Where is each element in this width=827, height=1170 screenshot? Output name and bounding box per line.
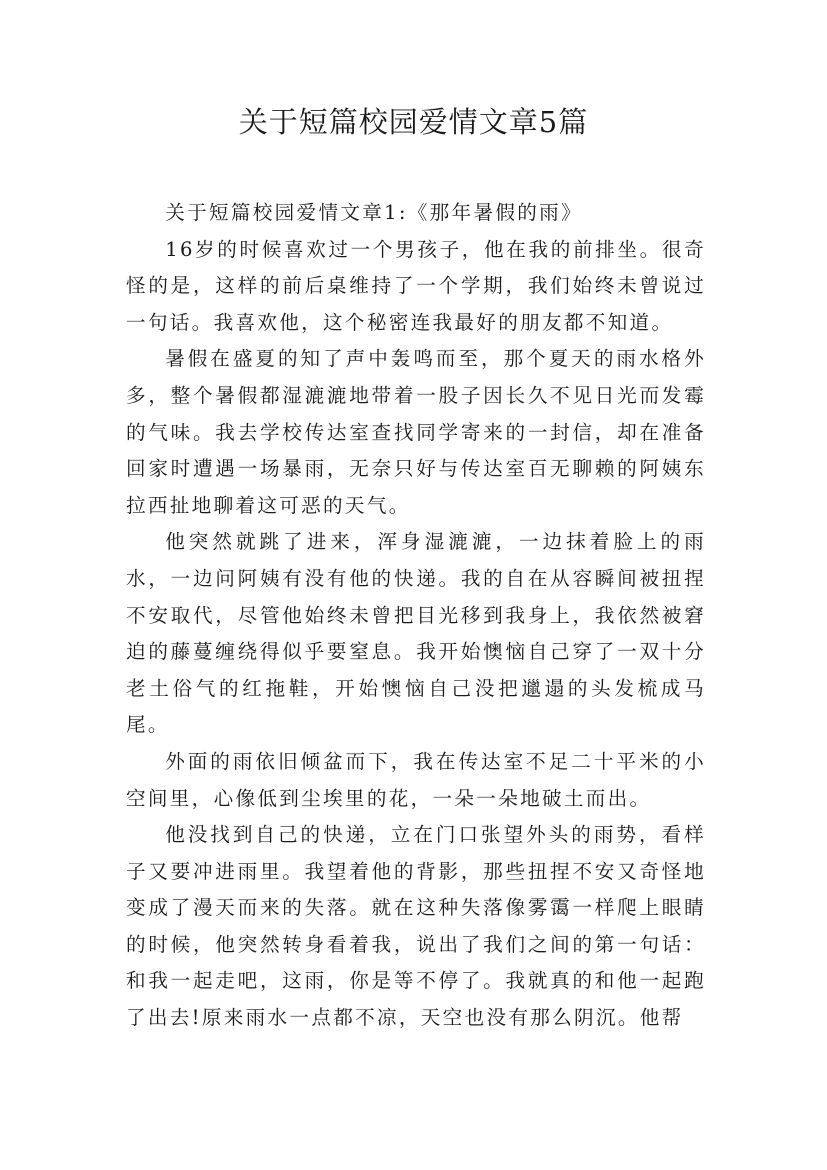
document-title: 关于短篇校园爱情文章5篇 <box>238 105 589 139</box>
document-body <box>126 195 706 1037</box>
body-paragraph: 他突然就跳了进来，浑身湿漉漉，一边抹着脸上的雨水，一边问阿姨有没有他的快递。我的自在从容瞬间被扭捏不安取代，尽管他始终未曾把目光移到我身上，我依然被窘迫的藤蔓缠绕得似乎要窒息。我开始懊恼自己穿了一双十分老土俗气的红拖鞋，开始懊恼自己没把邋遢的头发梳成马尾。 <box>126 530 706 737</box>
body-paragraph: 16岁的时候喜欢过一个男孩子，他在我的前排坐。很奇怪的是，这样的前后桌维持了一个学期，我们始终未曾说过一句话。我喜欢他，这个秘密连我最好的朋友都不知道。 <box>126 237 706 334</box>
body-paragraph: 他没找到自己的快递，立在门口张望外头的雨势，看样子又要冲进雨里。我望着他的背影，那些扭捏不安又奇怪地变成了漫天而来的失落。就在这种失落像雾霭一样爬上眼睛的时候，他突然转身看着我，说出了我们之间的第一句话：和我一起走吧，这雨，你是等不停了。我就真的和他一起跑了出去!原来雨水一点都不凉，天空也没有那么阴沉。他帮 <box>126 823 706 1030</box>
section-heading: 关于短篇校园爱情文章1:《那年暑假的雨》 <box>165 201 583 224</box>
body-paragraph: 暑假在盛夏的知了声中轰鸣而至，那个夏天的雨水格外多，整个暑假都湿漉漉地带着一股子因长久不见日光而发霉的气味。我去学校传达室查找同学寄来的一封信，却在准备回家时遭遇一场暴雨，无奈只好与传达室百无聊赖的阿姨东拉西扯地聊着这可恶的天气。 <box>126 347 706 517</box>
body-paragraph: 外面的雨依旧倾盆而下，我在传达室不足二十平米的小空间里，心像低到尘埃里的花，一朵一朵地破土而出。 <box>126 749 706 810</box>
